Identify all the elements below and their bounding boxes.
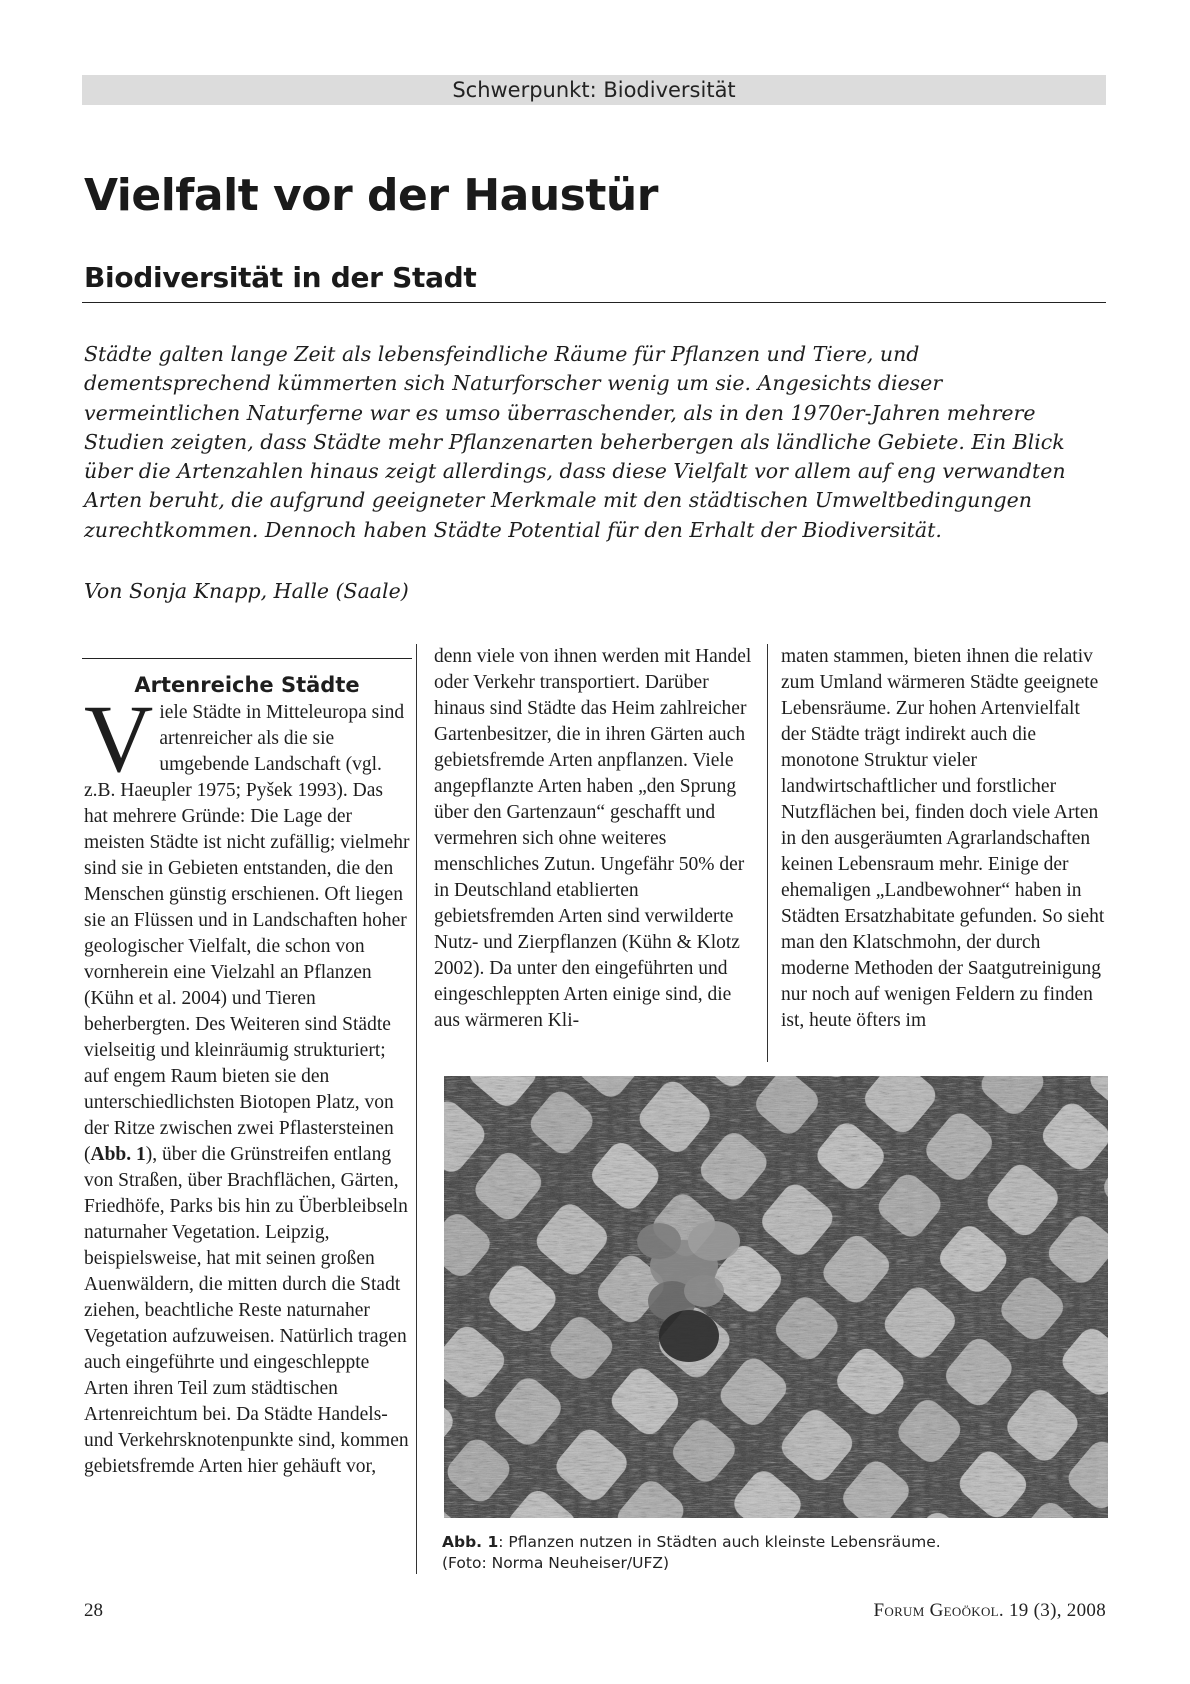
col1-text-b: ), über die Grünstreifen entlang von Straßen, über Brachflächen, Gärten, Friedhöfe, Parks bis hin zu Überbleibseln naturnaher Vegetation. Leipzig, beispielsweise, hat mit seinen großen Auenwäldern, die mitten durch die Stadt ziehen, beachtliche Reste naturnaher Vegetation aufzuweisen. Natürlich tragen auch eingeführte und eingeschleppte Arten ihren Teil zum städtischen Artenreichtum bei. Da Städte Handels- und Verkehrsknotenpunkte sind, kommen gebietsfremde Arten hier gehäuft vor, [84,1144,409,1477]
column-divider-2 [767,644,768,1062]
photo-paving-plant [444,1076,1108,1518]
journal-citation: Forum Geoökol. 19 (3), 2008 [873,1600,1106,1621]
abstract: Städte galten lange Zeit als lebensfeindliche Räume für Pflanzen und Tiere, und dementsprechend kümmerten sich Naturforscher wenig um sie. Angesichts dieser vermeintlichen Naturferne war es umso überraschender, als in den 1970er-Jahren mehrere Studien zeigten, dass Städte mehr Pflanzenarten beherbergen als ländliche Gebiete. Ein Blick über die Artenzahlen hinaus zeigt allerdings, dass diese Vielfalt vor allem auf eng verwandten Arten beruht, die aufgrund geeigneter Merkmale mit den städtischen Umweltbedingungen zurechtkommen. Dennoch haben Städte Potential für den Erhalt der Biodiversität. [84,342,1066,542]
dropcap: V [84,685,154,792]
figure-credit: (Foto: Norma Neuheiser/UFZ) [442,1554,670,1572]
title-rule [82,302,1106,303]
figure-caption [442,1532,1102,1574]
article-title: Vielfalt vor der Haustür [84,170,658,221]
col1-text-a: iele Städte in Mitteleuropa sind artenreicher als die sie umgebende Landschaft (vgl. z.B. Haeupler 1975; Pyšek 1993). Das hat mehrere Gründe: Die Lage der meisten Städte ist nicht zufällig; vielmehr sind sie in Gebieten entstanden, die den Menschen günstig erschienen. Oft liegen sie an Flüssen und in Landschaften hoher geologischer Vielfalt, die schon von vornherein eine Vielzahl an Pflanzen (Kühn et al. 2004) und Tieren beherbergten. Des Weiteren sind Städte vielseitig und kleinräumig strukturiert; auf engem Raum bieten sie den unterschiedlichsten Biotopen Platz, von der Ritze zwischen zwei Pflastersteinen ( [84,702,410,1165]
body-column-1 [84,672,410,1480]
figure-caption-text: : Pflanzen nutzen in Städten auch kleinste Lebensräume. [498,1533,941,1551]
section-heading: Artenreiche Städte [134,673,360,697]
author-line: Von Sonja Knapp, Halle (Saale) [84,579,409,603]
figure-reference[interactable]: Abb. 1 [90,1144,146,1165]
figure-label: Abb. 1 [442,1533,499,1551]
section-header-bar: Schwerpunkt: Biodiversität [82,75,1106,105]
col3-paragraph: maten stammen, bieten ihnen die relativ zum Umland wärmeren Städte geeignete Lebensräume. Zur hohen Artenvielfalt der Städte trägt indirekt auch die monotone Struktur vieler landwirtschaftlicher und forstlicher Nutzflächen bei, finden doch viele Arten in den ausgeräumten Agrarlandschaften keinen Lebensraum mehr. Einige der ehemaligen „Landbewohner“ haben in Städten Ersatzhabitate gefunden. So sieht man den Klatschmohn, der durch moderne Methoden der Saatgutreinigung nur noch auf wenigen Feldern zu finden ist, heute öfters im [781,646,1105,1031]
page-number: 28 [84,1600,103,1621]
article-subtitle: Biodiversität in der Stadt [84,261,477,294]
section-rule [82,658,412,659]
column-divider-1 [416,644,417,1574]
body-column-3 [781,644,1107,1034]
figure-photo [444,1076,1108,1518]
col2-paragraph: denn viele von ihnen werden mit Handel oder Verkehr transportiert. Darüber hinaus sind Städte das Heim zahlreicher Gartenbesitzer, die in ihren Gärten auch gebietsfremde Arten anpflanzen. Viele angepflanzte Arten haben „den Sprung über den Gartenzaun“ geschafft und vermehren sich ohne weiteres menschliches Zutun. Ungefähr 50% der in Deutschland etablierten gebietsfremden Arten sind verwilderte Nutz- und Zierpflanzen (Kühn & Klotz 2002). Da unter den eingeführten und eingeschleppten Arten einige sind, die aus wärmeren Kli- [434,646,752,1031]
body-column-2 [434,644,760,1034]
